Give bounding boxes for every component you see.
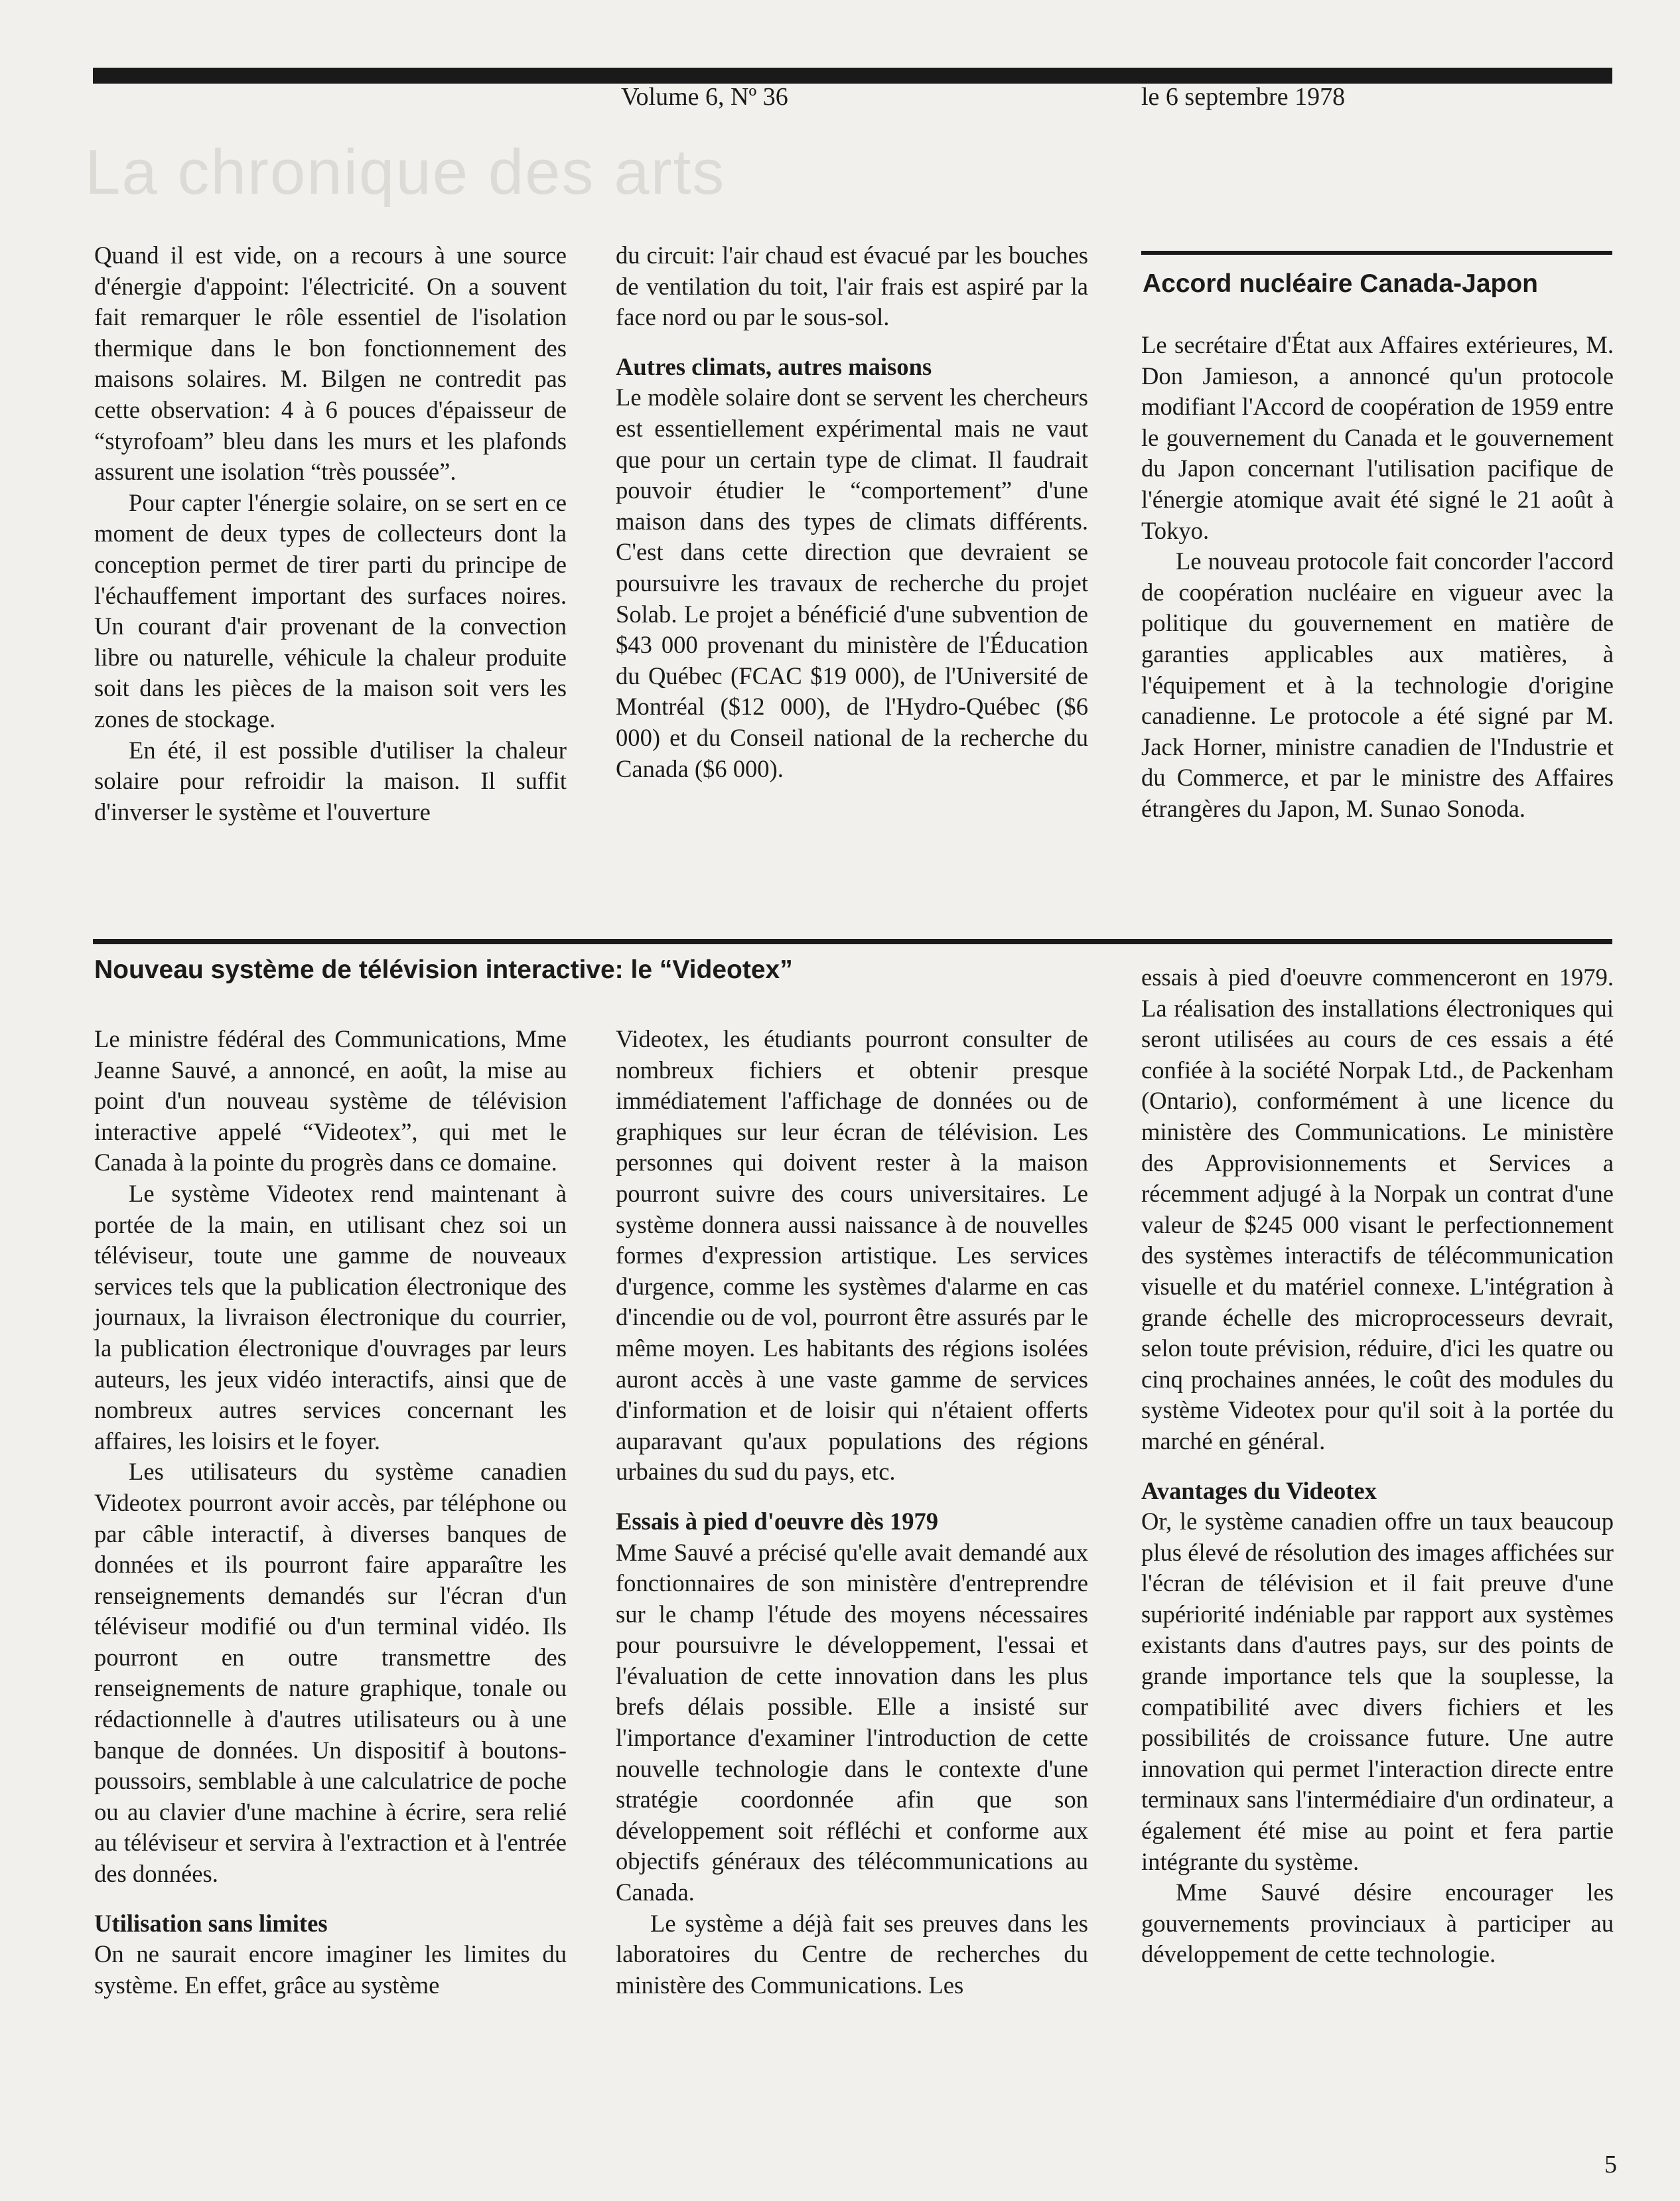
article-heading: Nouveau système de télévision interactive: le “Videotex”: [94, 956, 793, 984]
issue-date: le 6 septembre 1978: [1141, 83, 1346, 111]
paragraph: En été, il est possible d'utiliser la chaleur solaire pour refroidir la maison. Il suffit d'inverser le système et l'ouverture: [94, 736, 567, 825]
paragraph: Le ministre fédéral des Communications, Mme Jeanne Sauvé, a annoncé, en août, la mise au point d'un nouveau système de télévision interactive appelé “Videotex”, qui met le Canada à la pointe du progrès dans ce domaine.: [94, 1025, 567, 1176]
paragraph: Les utilisateurs du système canadien Videotex pourront avoir accès, par téléphone ou par câble interactif, à diverses banques de données et ils pourront faire apparaître les renseignements demandés sur l'écran d'un téléviseur modifié ou d'un terminal vidéo. Ils pourront en outre transmettre des renseignements de nature graphique, tonale ou rédactionnelle à d'autres utilisateurs ou à une banque de données. Un dispositif à boutons-poussoirs, semblable à une calculatrice de poche ou au clavier d'une machine à écrire, sera relié au téléviseur et servira à l'extraction et à l'entrée des données.: [94, 1458, 567, 1888]
paragraph: Le système a déjà fait ses preuves dans les laboratoires du Centre de recherches du ministère des Communications. Les: [616, 1909, 1088, 1999]
paragraph: Le modèle solaire dont se servent les chercheurs est essentiellement expérimental mais ne vaut que pour un certain type de climat. Il faudrait pouvoir étudier le “comportement” d'une maison dans des types de climats différents. C'est dans cette direction que devraient se poursuivre les travaux de recherche du projet Solab. Le projet a bénéficié d'une subvention de $43 000 provenant du ministère de l'Éducation du Québec (FCAC $19 000), de l'Université de Montréal ($12 000), de l'Hydro-Québec ($6 000) et du Conseil national de la recherche du Canada ($6 000).: [616, 384, 1088, 782]
paragraph: Videotex, les étudiants pourront consulter de nombreux fichiers et obtenir presque immédiatement l'affichage de données ou de graphiques sur leur écran de télévision. Les personnes qui doivent rester à la maison pourront suivre des cours universitaires. Le système donnera aussi naissance à de nouvelles formes d'expression artistique. Les services d'urgence, comme les systèmes d'alarme en cas d'incendie ou de vol, pourront être assurés par le même moyen. Les habitants des régions isolées auront accès à une vaste gamme de services d'information et de loisir qui n'étaient offerts auparavant qu'aux populations des régions urbaines du sud du pays, etc.: [616, 1025, 1088, 1486]
section-heading: Avantages du Videotex: [1141, 1476, 1377, 1504]
paragraph: essais à pied d'oeuvre commenceront en 1979. La réalisation des installations électroniques qui seront utilisées au cours de ces essais a été confiée à la société Norpak Ltd., de Packenham (Ontario), conformément à une licence du ministère des Communications. Le ministère des Approvisionnements et Services a récemment adjugé à la Norpak un contrat d'une valeur de $245 000 visant le perfectionnement des systèmes interactifs de télécommunication visuelle et du matériel connexe. L'intégration à grande échelle des microprocesseurs devrait, selon toute prévision, réduire, d'ici les quatre ou cinq prochaines années, le coût des modules du système Videotex pour qu'il soit à la portée du marché en général.: [1141, 963, 1614, 1455]
videotex-column-3: [1141, 962, 1614, 1970]
top-column-3: [1141, 330, 1614, 825]
section-heading: Utilisation sans limites: [94, 1909, 328, 1937]
paragraph: Quand il est vide, on a recours à une source d'énergie d'appoint: l'électricité. On a souvent fait remarquer le rôle essentiel de l'isolation thermique dans le bon fonctionnement des maisons solaires. M. Bilgen ne contredit pas cette observation: 4 à 6 pouces d'épaisseur de “styrofoam” bleu dans les murs et les plafonds assurent une isolation “très poussée”.: [94, 242, 567, 486]
paragraph: du circuit: l'air chaud est évacué par les bouches de ventilation du toit, l'air frais est aspiré par la face nord ou par le sous-sol.: [616, 242, 1088, 331]
section-heading: Autres climats, autres maisons: [616, 352, 932, 380]
paragraph: Or, le système canadien offre un taux beaucoup plus élevé de résolution des images affichées sur l'écran de télévision et il fait preuve d'une supériorité indéniable par rapport aux systèmes existants dans d'autres pays, sur des points de grande importance tels que la souplesse, la compatibilité avec divers fichiers et les possibilités de croissance future. Une autre innovation qui permet l'interaction directe entre terminaux sans l'intermédiaire d'un ordinateur, a également été mise au point et fera partie intégrante du système.: [1141, 1508, 1614, 1875]
paragraph: On ne saurait encore imaginer les limites du système. En effet, grâce au système: [94, 1940, 567, 1999]
paragraph: Le système Videotex rend maintenant à portée de la main, en utilisant chez soi un téléviseur, toute une gamme de nouveaux services tels que la publication électronique des journaux, la livraison électronique du courrier, la publication électronique d'ouvrages par leurs auteurs, les jeux vidéo interactifs, ainsi que de nombreux autres services concernant les affaires, les loisirs et le foyer.: [94, 1179, 567, 1455]
videotex-column-1: [94, 1024, 567, 2001]
paragraph: Mme Sauvé désire encourager les gouvernements provinciaux à participer au développement de cette technologie.: [1141, 1879, 1614, 1968]
top-rule: [93, 68, 1612, 84]
paragraph: Mme Sauvé a précisé qu'elle avait demandé aux fonctionnaires de son ministère d'entreprendre sur le champ l'étude des moyens nécessaires pour poursuivre le développement, l'essai et l'évaluation de cette innovation dans les plus brefs délais possible. Elle a insisté sur l'importance d'examiner l'introduction de cette nouvelle technologie dans le contexte d'une stratégie coordonnée afin que son développement soit réfléchi et conforme aux objectifs généraux des télécommunications au Canada.: [616, 1538, 1088, 1906]
paragraph: Le secrétaire d'État aux Affaires extérieures, M. Don Jamieson, a annoncé qu'un protocole modifiant l'Accord de coopération de 1959 entre le gouvernement du Canada et le gouvernement du Japon concernant l'utilisation pacifique de l'énergie atomique avait été signé le 21 août à Tokyo.: [1141, 331, 1614, 544]
article-heading: Accord nucléaire Canada-Japon: [1143, 269, 1539, 298]
page-number: 5: [1604, 2151, 1617, 2178]
paragraph: Pour capter l'énergie solaire, on se sert en ce moment de deux types de collecteurs dont la conception permet de tirer parti du principe de l'échauffement important des surfaces noires. Un courant d'air provenant de la convection libre ou naturelle, véhicule la chaleur produite soit dans les pièces de la maison soit vers les zones de stockage.: [94, 488, 567, 733]
ghost-masthead: La chronique des arts: [85, 137, 726, 208]
section-heading: Essais à pied d'oeuvre dès 1979: [616, 1507, 939, 1535]
article-heading-rule: [1141, 251, 1612, 255]
videotex-column-2: [616, 1024, 1088, 2001]
paragraph: Le nouveau protocole fait concorder l'accord de coopération nucléaire en vigueur avec la politique du gouvernement en matière de garanties applicables aux matières, à l'équipement et à la technologie d'origine canadienne. Le protocole a été signé par M. Jack Horner, ministre canadien de l'Industrie et du Commerce, et par le ministre des Affaires étrangères du Japon, M. Sunao Sonoda.: [1141, 547, 1614, 822]
volume-number: Volume 6, Nº 36: [621, 83, 788, 111]
top-column-2: [616, 240, 1088, 784]
section-rule: [93, 939, 1612, 944]
top-column-1: [94, 240, 567, 827]
